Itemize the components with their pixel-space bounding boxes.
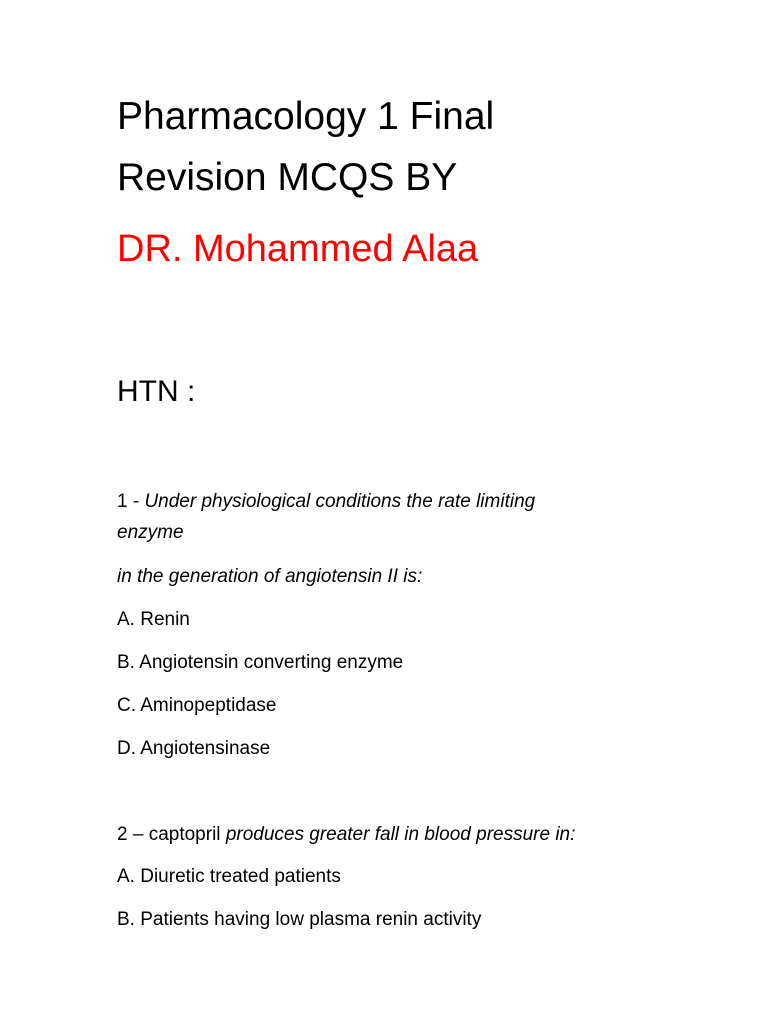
answer-option: D. Angiotensinase: [117, 738, 271, 759]
question-stem-line: [117, 825, 575, 844]
question-stem-line: [117, 492, 535, 511]
answer-option: B. Angiotensin converting enzyme: [117, 652, 404, 673]
question-stem-line: in the generation of angiotensin II is:: [117, 566, 423, 587]
drug-name: captopril: [148, 824, 226, 845]
question-stem-text: produces greater fall in blood pressure in:: [225, 824, 576, 845]
title-line-2: Revision MCQS BY: [117, 156, 458, 199]
section-heading: HTN :: [117, 375, 196, 408]
question-stem-line: enzyme: [117, 522, 184, 543]
question-stem-text: Under physiological conditions the rate limiting: [144, 491, 536, 512]
answer-option: B. Patients having low plasma renin activity: [117, 909, 482, 930]
answer-option: C. Aminopeptidase: [117, 695, 277, 716]
title-line-1: Pharmacology 1 Final: [117, 95, 495, 138]
question-number: 1 -: [117, 491, 145, 512]
answer-option: A. Diuretic treated patients: [117, 866, 341, 887]
question-number: 2 –: [117, 824, 149, 845]
answer-option: A. Renin: [117, 609, 190, 630]
author-name: DR. Mohammed Alaa: [117, 228, 479, 270]
